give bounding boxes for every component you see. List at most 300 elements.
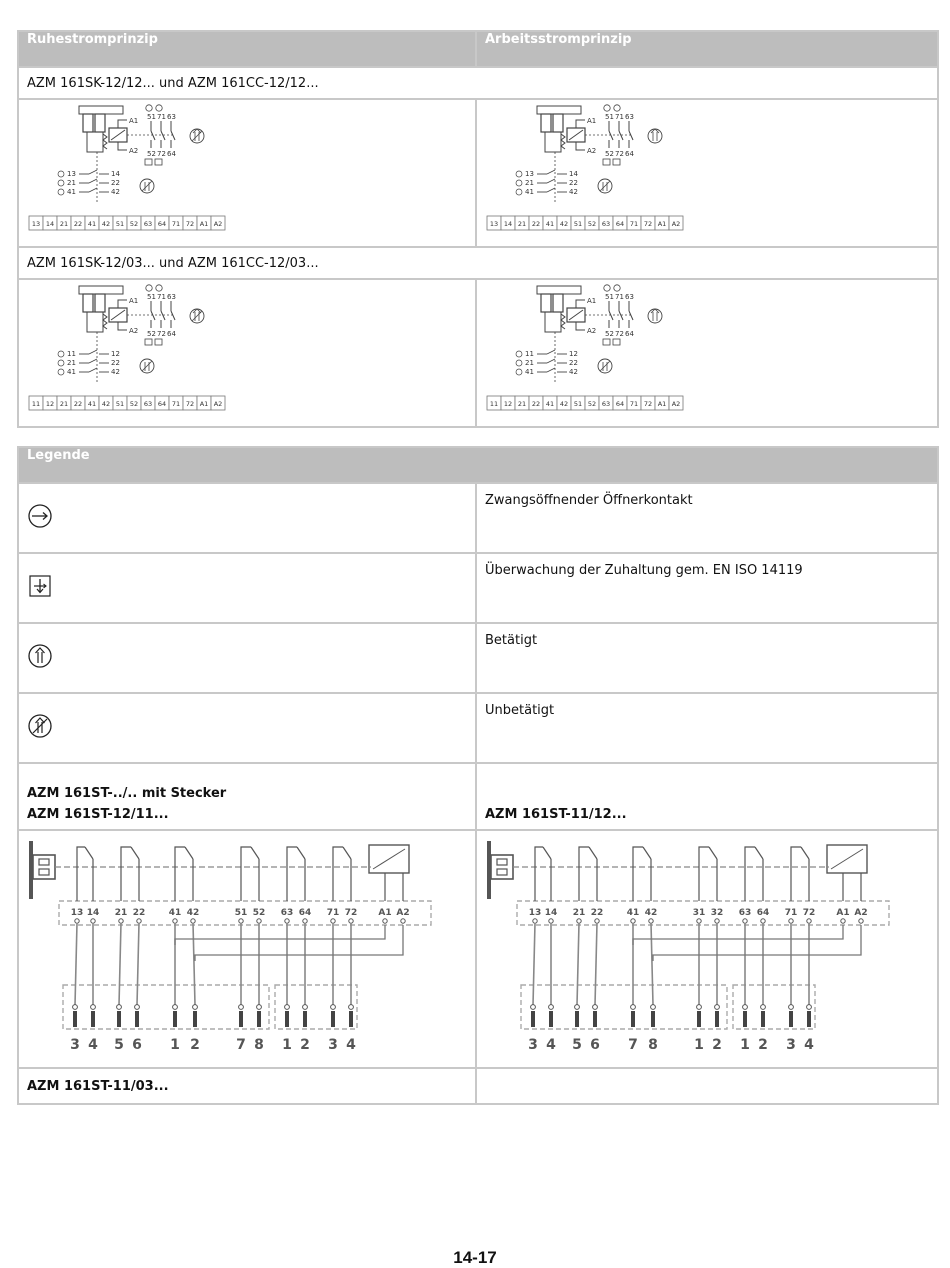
plug1-pin-label: 8 [254, 1037, 264, 1053]
terminal-label: 22 [531, 220, 541, 228]
plug-pin [549, 1011, 553, 1027]
plug2-pin-label: 4 [346, 1037, 356, 1053]
terminal-label: 11 [489, 400, 499, 408]
coil-label-a2: A2 [129, 327, 139, 335]
contact-label-left: 41 [67, 368, 76, 376]
connector-footer-11-03: AZM 161ST-11/03... [18, 1068, 476, 1104]
contact-blade [709, 847, 717, 859]
switch-slot [553, 114, 563, 132]
terminal-point [401, 919, 405, 923]
terminal-label: 63 [601, 400, 611, 408]
positive-opening-marker [58, 189, 64, 195]
terminal-label: 71 [629, 400, 639, 408]
contact-blade [171, 311, 175, 320]
terminal-point [649, 919, 653, 923]
plug-pin [193, 1011, 197, 1027]
contact-label-top: 51 [605, 293, 614, 301]
terminal-label: 51 [115, 400, 125, 408]
plug-pin [531, 1011, 535, 1027]
terminal-point [761, 919, 765, 923]
contact-blade [609, 311, 613, 320]
positive-opening-marker [156, 105, 162, 111]
schematic-line [576, 142, 585, 150]
plug-pin-point [715, 1005, 720, 1010]
connector-footer-empty [476, 1068, 938, 1104]
plug-pin-point [331, 1005, 336, 1010]
contact-blade [609, 131, 613, 140]
contact-wire [579, 847, 589, 901]
contact-label-top: 63 [167, 113, 176, 121]
contact-label-left: 11 [525, 350, 534, 358]
plug2-pin-label: 3 [328, 1037, 338, 1053]
terminal-label: 41 [626, 908, 640, 918]
plug2-pin-label: 1 [282, 1037, 292, 1053]
plug-pin [173, 1011, 177, 1027]
contact-wire [175, 847, 185, 901]
plug-pin [257, 1011, 261, 1027]
spring [561, 134, 565, 149]
plug-pin-point [807, 1005, 812, 1010]
contact-wire [745, 847, 755, 901]
plug-pin [91, 1011, 95, 1027]
positive-opening-icon [27, 503, 53, 529]
header-arbeitsstromprinzip: Arbeitsstromprinzip [476, 31, 938, 67]
contact-label-bottom: 72 [157, 330, 166, 338]
plug1-pin-label: 6 [132, 1037, 142, 1053]
contact-label-top: 51 [147, 293, 156, 301]
terminal-label: 51 [573, 220, 583, 228]
contact-label-left: 21 [525, 179, 534, 187]
terminal-label: A2 [213, 400, 223, 408]
terminal-label: 41 [87, 400, 97, 408]
terminal-point [841, 919, 845, 923]
terminal-label: 14 [86, 908, 100, 918]
positive-opening-marker [516, 189, 522, 195]
plug-pin-point [743, 1005, 748, 1010]
terminal-point [807, 919, 811, 923]
connector-title-generic: AZM 161ST-../.. mit Stecker [27, 786, 227, 801]
contact-label-right: 14 [111, 170, 120, 178]
terminal-label: 11 [31, 400, 41, 408]
contact-blade [629, 131, 633, 140]
contact-label-bottom: 72 [157, 150, 166, 158]
schematic-2-arbeitsstrom [476, 279, 938, 427]
lock-monitor-marker [603, 159, 610, 165]
symbol-strike [142, 181, 152, 191]
contact-label-bottom: 72 [615, 150, 624, 158]
terminal-point [137, 919, 141, 923]
plug-pin [575, 1011, 579, 1027]
plug-pin-point [135, 1005, 140, 1010]
contact-label-bottom: 64 [167, 330, 176, 338]
terminal-point [549, 919, 553, 923]
terminal-label: 63 [280, 908, 294, 918]
plug-pin-point [575, 1005, 580, 1010]
plug-pin-point [593, 1005, 598, 1010]
connector-title-11-12: AZM 161ST-11/12... [485, 807, 627, 822]
terminal-label: 12 [45, 400, 55, 408]
actuated-symbol [648, 129, 662, 143]
wire [75, 923, 77, 1005]
terminal-label: 21 [517, 220, 527, 228]
plug2-pin-label: 3 [786, 1037, 796, 1053]
terminal-label: 51 [234, 908, 248, 918]
plug1-pin-label: 5 [114, 1037, 124, 1053]
coil-label-a2: A2 [129, 147, 139, 155]
coil-label-a2: A2 [587, 147, 597, 155]
coil-diagonal [111, 310, 125, 320]
plug-pin-point [173, 1005, 178, 1010]
terminal-point [631, 919, 635, 923]
symbol-strike [600, 361, 610, 371]
page-number: 14-17 [453, 1248, 497, 1267]
actuator-slot [39, 869, 49, 875]
contact-label-top: 63 [167, 293, 176, 301]
contact-blade [629, 311, 633, 320]
contact-label-top: 71 [615, 113, 624, 121]
contact-label-bottom: 52 [605, 330, 614, 338]
contact-label-left: 13 [525, 170, 534, 178]
positive-opening-marker [516, 360, 522, 366]
plug-pin-point [651, 1005, 656, 1010]
terminal-label: 42 [101, 220, 111, 228]
symbol-strike [142, 361, 152, 371]
contact-blade [755, 847, 763, 859]
lock-monitor-marker [155, 339, 162, 345]
wire [533, 923, 535, 1005]
plug-pin [743, 1011, 747, 1027]
terminal-label: 72 [643, 220, 653, 228]
plug1-pin-label: 7 [628, 1037, 638, 1053]
plug-pin [135, 1011, 139, 1027]
plug1-pin-label: 5 [572, 1037, 582, 1053]
positive-opening-marker [58, 171, 64, 177]
contact-wire [121, 847, 131, 901]
terminal-point [789, 919, 793, 923]
positive-opening-marker [516, 351, 522, 357]
schematic-line [118, 142, 127, 150]
terminal-label: A2 [671, 400, 681, 408]
unactuated-icon [27, 713, 53, 739]
schematic-2-ruhestrom [18, 279, 476, 427]
terminal-label: 64 [615, 400, 625, 408]
legend-header: Legende [18, 447, 938, 483]
contact-blade [297, 847, 305, 859]
terminal-label: 13 [70, 908, 84, 918]
terminal-label: 52 [587, 220, 597, 228]
switch-slot [83, 114, 93, 132]
terminal-label: 52 [129, 220, 139, 228]
contact-blade [547, 350, 555, 354]
positive-opening-marker [614, 285, 620, 291]
contact-label-left: 11 [67, 350, 76, 358]
terminal-label: 31 [692, 908, 706, 918]
terminal-label: A1 [199, 220, 209, 228]
coil-diagonal [569, 310, 583, 320]
solenoid-plunger [87, 312, 103, 332]
terminal-label: 12 [503, 400, 513, 408]
positive-opening-marker [516, 180, 522, 186]
positive-opening-marker [58, 369, 64, 375]
plug-pin [715, 1011, 719, 1027]
schematic-line [118, 120, 127, 128]
terminal-label: 64 [157, 220, 167, 228]
wire [137, 923, 139, 1005]
lock-monitor-marker [603, 339, 610, 345]
switch-slot [541, 114, 551, 132]
plug-pin [349, 1011, 353, 1027]
coil-label-a1: A1 [129, 297, 139, 305]
terminal-label: 71 [784, 908, 798, 918]
contact-blade [547, 170, 555, 174]
spring [561, 314, 565, 329]
terminal-label: 22 [531, 400, 541, 408]
contact-blade [89, 359, 97, 363]
terminal-point [859, 919, 863, 923]
contact-label-top: 51 [605, 113, 614, 121]
plug-pin-point [761, 1005, 766, 1010]
contact-label-top: 71 [157, 293, 166, 301]
solenoid-plunger [87, 132, 103, 152]
plug-pin [117, 1011, 121, 1027]
terminal-label: 22 [132, 908, 146, 918]
terminal-point [91, 919, 95, 923]
contact-blade [619, 131, 623, 140]
plug1-pin-label: 8 [648, 1037, 658, 1053]
contact-wire [241, 847, 251, 901]
contact-blade [543, 847, 551, 859]
plug2-pin-label: 2 [758, 1037, 768, 1053]
contact-label-right: 42 [569, 368, 578, 376]
terminal-point [577, 919, 581, 923]
lock-monitoring-icon [27, 573, 53, 599]
plug-pin-point [193, 1005, 198, 1010]
terminal-label: 63 [143, 400, 153, 408]
contact-blade [131, 847, 139, 859]
terminal-point [239, 919, 243, 923]
contact-label-right: 42 [111, 368, 120, 376]
terminal-label: 42 [186, 908, 200, 918]
contact-label-left: 41 [525, 188, 534, 196]
plug1-pin-label: 4 [546, 1037, 556, 1053]
lock-monitor-marker [155, 159, 162, 165]
plug2-pin-label: 2 [300, 1037, 310, 1053]
contact-label-left: 41 [525, 368, 534, 376]
contact-blade [547, 368, 555, 372]
contact-blade [85, 847, 93, 859]
contact-label-left: 41 [67, 188, 76, 196]
coil-diagonal [373, 849, 405, 869]
terminal-label: 71 [171, 400, 181, 408]
actuated-icon [27, 643, 53, 669]
plug-pin [651, 1011, 655, 1027]
plug-pin [697, 1011, 701, 1027]
symbol-strike [600, 181, 610, 191]
contact-label-top: 63 [625, 293, 634, 301]
plug-pin [285, 1011, 289, 1027]
terminal-label: 21 [59, 220, 69, 228]
switch-slot [553, 294, 563, 312]
contact-blade [89, 170, 97, 174]
contact-blade [547, 179, 555, 183]
contact-blade [151, 131, 155, 140]
terminal-point [349, 919, 353, 923]
connector-left-header [18, 763, 476, 830]
terminal-label: 14 [544, 908, 558, 918]
contact-blade [343, 847, 351, 859]
actuated-symbol [648, 309, 662, 323]
terminal-label: 64 [756, 908, 770, 918]
terminal-point [697, 919, 701, 923]
terminal-label: A1 [199, 400, 209, 408]
contact-blade [251, 847, 259, 859]
terminal-label: 72 [344, 908, 358, 918]
terminal-label: 63 [143, 220, 153, 228]
section2-title: AZM 161SK-12/03... und AZM 161CC-12/03... [18, 247, 938, 279]
legend-label-lock-monitoring: Überwachung der Zuhaltung gem. EN ISO 14119 [476, 553, 938, 623]
plug1-pin-label: 4 [88, 1037, 98, 1053]
terminal-label: 13 [528, 908, 542, 918]
plug-pin-point [257, 1005, 262, 1010]
terminal-label: 42 [559, 400, 569, 408]
plug1-pin-label: 6 [590, 1037, 600, 1053]
solenoid-plunger [545, 132, 561, 152]
switch-slot [95, 114, 105, 132]
plug-pin-point [549, 1005, 554, 1010]
terminal-label: 64 [157, 400, 167, 408]
terminal-label: 41 [545, 220, 555, 228]
terminal-point [303, 919, 307, 923]
plug-pin-point [631, 1005, 636, 1010]
lock-monitor-marker [145, 159, 152, 165]
terminal-label: 71 [171, 220, 181, 228]
contact-label-left: 21 [525, 359, 534, 367]
coil-label-a1: A1 [587, 297, 597, 305]
contact-blade [547, 188, 555, 192]
terminal-point [595, 919, 599, 923]
connector-title-12-11: AZM 161ST-12/11... [27, 807, 169, 822]
contact-blade [89, 188, 97, 192]
contact-label-bottom: 52 [147, 330, 156, 338]
positive-opening-marker [516, 369, 522, 375]
plug1-pin-label: 1 [694, 1037, 704, 1053]
coil-diagonal [569, 130, 583, 140]
wire [193, 923, 195, 1005]
terminal-label: 14 [503, 220, 513, 228]
connector-diagram-left [18, 830, 476, 1068]
terminal-label: A1 [836, 908, 850, 918]
terminal-label: 21 [517, 400, 527, 408]
connector-table [17, 762, 939, 1105]
contact-blade [89, 179, 97, 183]
coil-label-a1: A1 [129, 117, 139, 125]
actuator-slot [497, 869, 507, 875]
terminal-label: 52 [587, 400, 597, 408]
plug1-pin-label: 2 [190, 1037, 200, 1053]
header-ruhestromprinzip: Ruhestromprinzip [18, 31, 476, 67]
positive-opening-marker [156, 285, 162, 291]
contact-blade [547, 359, 555, 363]
terminal-label: 22 [73, 400, 83, 408]
legend-table [17, 446, 939, 764]
legend-label-unactuated: Unbetätigt [476, 693, 938, 763]
plug-pin [331, 1011, 335, 1027]
plug2-pin-label: 1 [740, 1037, 750, 1053]
plug-pin-point [303, 1005, 308, 1010]
plug-pin-point [349, 1005, 354, 1010]
plug-pin-point [531, 1005, 536, 1010]
terminal-label: 42 [644, 908, 658, 918]
coil-wire-a1 [175, 925, 385, 945]
contact-blade [801, 847, 809, 859]
terminal-label: 14 [45, 220, 55, 228]
contact-label-left: 21 [67, 179, 76, 187]
plug2-pin-label: 4 [804, 1037, 814, 1053]
terminal-point [119, 919, 123, 923]
schematic-1-arbeitsstrom [476, 99, 938, 247]
plug-pin-point [73, 1005, 78, 1010]
terminal-label: 72 [802, 908, 816, 918]
contact-blade [171, 131, 175, 140]
lock-monitor-marker [145, 339, 152, 345]
terminal-label: A1 [657, 220, 667, 228]
wiring-table [17, 30, 939, 428]
plug-pin-point [117, 1005, 122, 1010]
terminal-label: 21 [572, 908, 586, 918]
terminal-label: 51 [573, 400, 583, 408]
coil-diagonal [831, 849, 863, 869]
contact-label-top: 71 [615, 293, 624, 301]
contact-blade [161, 131, 165, 140]
legend-label-positive-opening: Zwangsöffnender Öffnerkontakt [476, 483, 938, 553]
terminal-label: 42 [559, 220, 569, 228]
lock-monitor-marker [613, 159, 620, 165]
terminal-label: A2 [396, 908, 410, 918]
schematic-line [576, 120, 585, 128]
wire [595, 923, 597, 1005]
coil-label-a2: A2 [587, 327, 597, 335]
terminal-label: 42 [101, 400, 111, 408]
plug1-pin-label: 7 [236, 1037, 246, 1053]
terminal-label: 41 [168, 908, 182, 918]
terminal-point [257, 919, 261, 923]
terminal-label: 13 [489, 220, 499, 228]
connector-diagram-right [476, 830, 938, 1068]
terminal-point [331, 919, 335, 923]
actuator-slot [39, 859, 49, 865]
positive-opening-marker [146, 285, 152, 291]
wire [577, 923, 579, 1005]
connector-right-header [476, 763, 938, 830]
positive-opening-marker [516, 171, 522, 177]
terminal-label: 72 [185, 400, 195, 408]
contact-blade [161, 311, 165, 320]
contact-blade [589, 847, 597, 859]
positive-opening-marker [604, 105, 610, 111]
plug1-pin-label: 3 [70, 1037, 80, 1053]
contact-label-right: 42 [569, 188, 578, 196]
terminal-label: 21 [114, 908, 128, 918]
terminal-label: 13 [31, 220, 41, 228]
plug-pin [761, 1011, 765, 1027]
terminal-label: A1 [378, 908, 392, 918]
contact-wire [699, 847, 709, 901]
plug-pin-point [789, 1005, 794, 1010]
terminal-label: 64 [298, 908, 312, 918]
terminal-point [191, 919, 195, 923]
contact-blade [643, 847, 651, 859]
plug1-pin-label: 2 [712, 1037, 722, 1053]
